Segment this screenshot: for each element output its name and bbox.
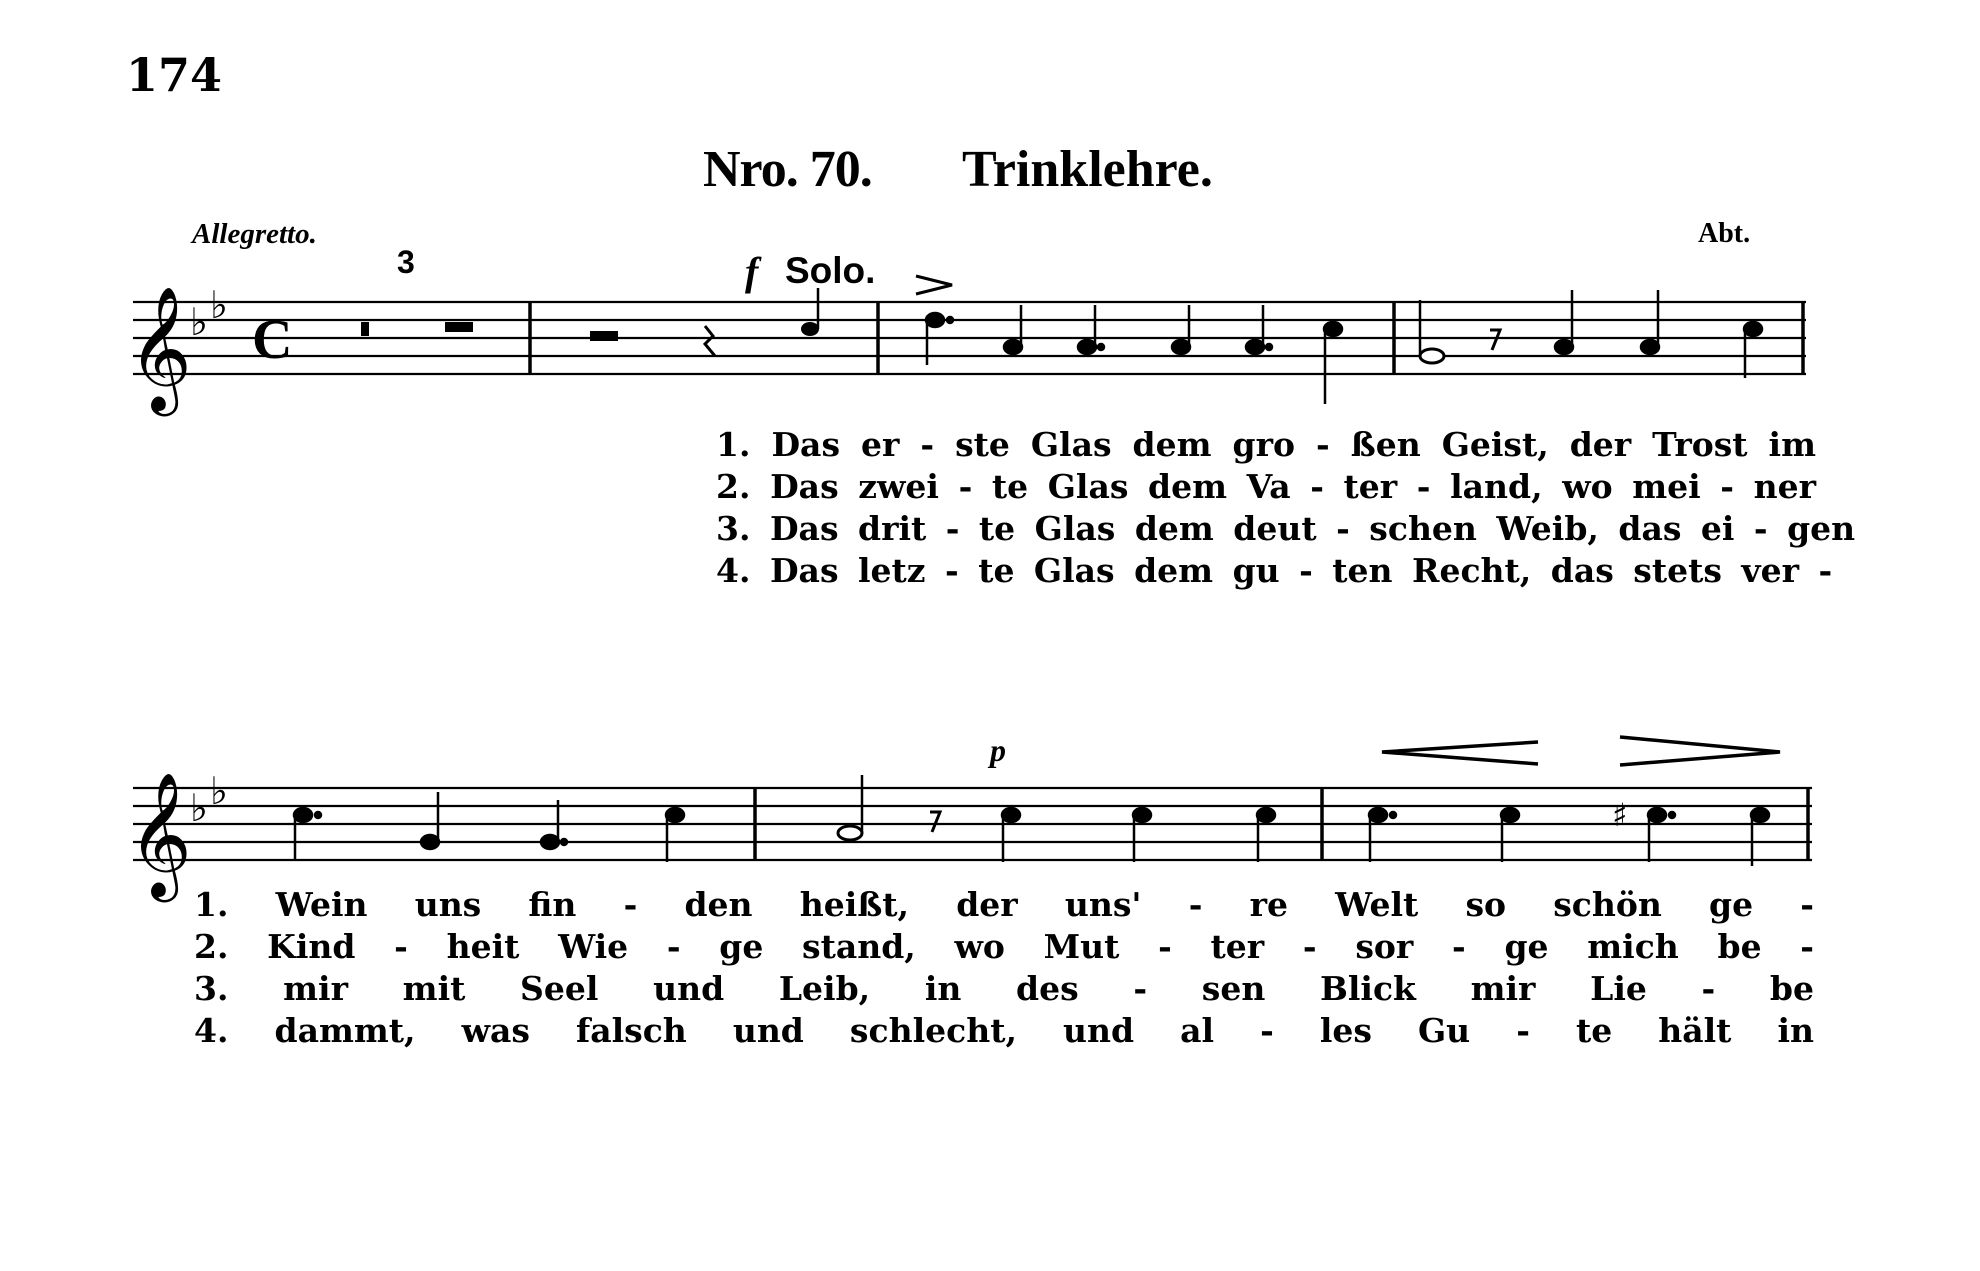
decrescendo-hairpin	[1620, 737, 1780, 765]
accent-icon	[916, 276, 952, 294]
quarter-rest-icon	[705, 326, 715, 356]
common-time-icon: C	[252, 309, 293, 371]
treble-clef-icon: 𝄞	[128, 286, 192, 411]
svg-text:♭: ♭	[210, 283, 228, 327]
crescendo-hairpin	[1382, 742, 1538, 764]
notes-measure-4	[1420, 290, 1762, 378]
lyric-line: 3. Das drit - te Glas dem deut - schen Weib, das ei - gen	[716, 509, 1856, 548]
staff-lines-2	[133, 788, 1812, 860]
svg-text:♭: ♭	[190, 300, 208, 344]
composer-name: Abt.	[1698, 218, 1751, 249]
svg-text:♭: ♭	[190, 786, 208, 830]
quarter-rest-icon	[361, 322, 369, 336]
lyric-line: 1. Wein uns fin - den heißt, der uns' - re Welt so schön ge -	[194, 885, 1814, 924]
note	[801, 288, 819, 336]
lyric-line: 3. mir mit Seel und Leib, in des - sen Blick mir Lie - be	[194, 969, 1814, 1008]
tempo-marking: Allegretto.	[192, 218, 317, 250]
song-title: Trinklehre.	[962, 141, 1213, 198]
song-number: Nro. 70.	[703, 141, 872, 198]
lyric-line: 2. Das zwei - te Glas dem Va - ter - land, wo mei - ner	[716, 467, 1816, 506]
svg-text:♭: ♭	[210, 769, 228, 813]
key-signature-flats	[190, 283, 228, 830]
page-number: 174	[126, 48, 223, 102]
dynamic-forte: f	[745, 249, 759, 294]
staff-lines-1	[133, 302, 1806, 374]
treble-clef-icon: 𝄞	[128, 772, 192, 897]
tuplet-number: 3	[397, 244, 415, 280]
half-rest-icon	[445, 322, 473, 332]
dynamic-piano: p	[990, 732, 1006, 768]
sharp-icon: ♯	[1612, 796, 1628, 834]
solo-label: Solo.	[785, 250, 876, 291]
lyric-line: 4. Das letz - te Glas dem gu - ten Recht, das stets ver -	[716, 551, 1833, 590]
half-rest-icon	[590, 331, 618, 341]
lyric-line: 1. Das er - ste Glas dem gro - ßen Geist, der Trost im	[716, 425, 1816, 464]
lyric-line: 4. dammt, was falsch und schlecht, und al - les Gu - te hält in	[194, 1011, 1814, 1050]
lyric-line: 2. Kind - heit Wie - ge stand, wo Mut - ter - sor - ge mich be -	[194, 927, 1814, 966]
